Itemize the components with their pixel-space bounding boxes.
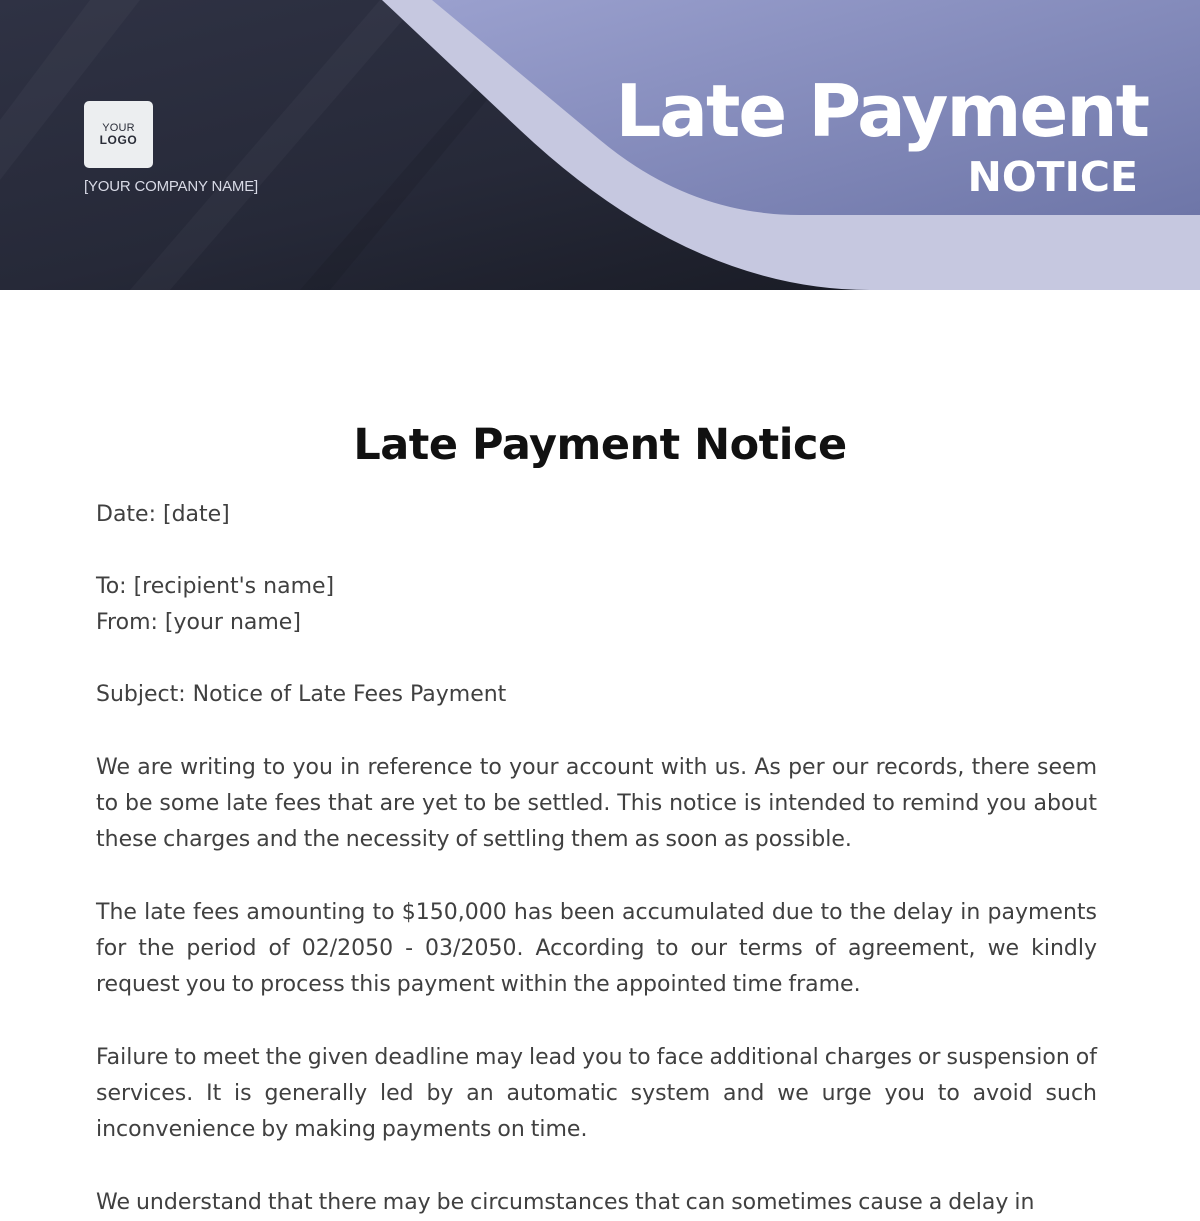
date-line: Date: [date] <box>96 502 230 527</box>
logo-text-line2: LOGO <box>99 133 138 147</box>
body-paragraph: We understand that there may be circumstances that can sometimes cause a delay in <box>96 1190 1035 1215</box>
document-body <box>96 497 1097 1221</box>
banner-title: Late Payment <box>615 69 1148 153</box>
subject-line: Subject: Notice of Late Fees Payment <box>96 682 507 707</box>
spacer <box>96 533 1097 569</box>
company-name: [YOUR COMPANY NAME] <box>84 178 259 195</box>
header-banner <box>0 0 1200 290</box>
document-title: Late Payment Notice <box>353 420 847 470</box>
to-line: To: [recipient's name] <box>96 574 335 599</box>
body-paragraph: Failure to meet the given deadline may lead you to face additional charges or suspension of services. It is generally led by an automatic system and we urge you to avoid such inconvenience by making payments on time. <box>96 1045 1097 1142</box>
banner-subtitle: NOTICE <box>967 153 1138 201</box>
spacer <box>96 641 1097 677</box>
logo-text-line1: YOUR <box>102 122 135 134</box>
from-line: From: [your name] <box>96 610 301 635</box>
body-paragraph: The late fees amounting to $150,000 has been accumulated due to the delay in payments for the period of 02/2050 - 03/2050. According to our terms of agreement, we kindly request you to process this payment within the appointed time frame. <box>96 900 1097 997</box>
body-paragraph: We are writing to you in reference to your account with us. As per our records, there seem to be some late fees that are yet to be settled. This notice is intended to remind you about these charges and the necessity of settling them as soon as possible. <box>96 755 1097 852</box>
company-logo <box>84 101 153 168</box>
